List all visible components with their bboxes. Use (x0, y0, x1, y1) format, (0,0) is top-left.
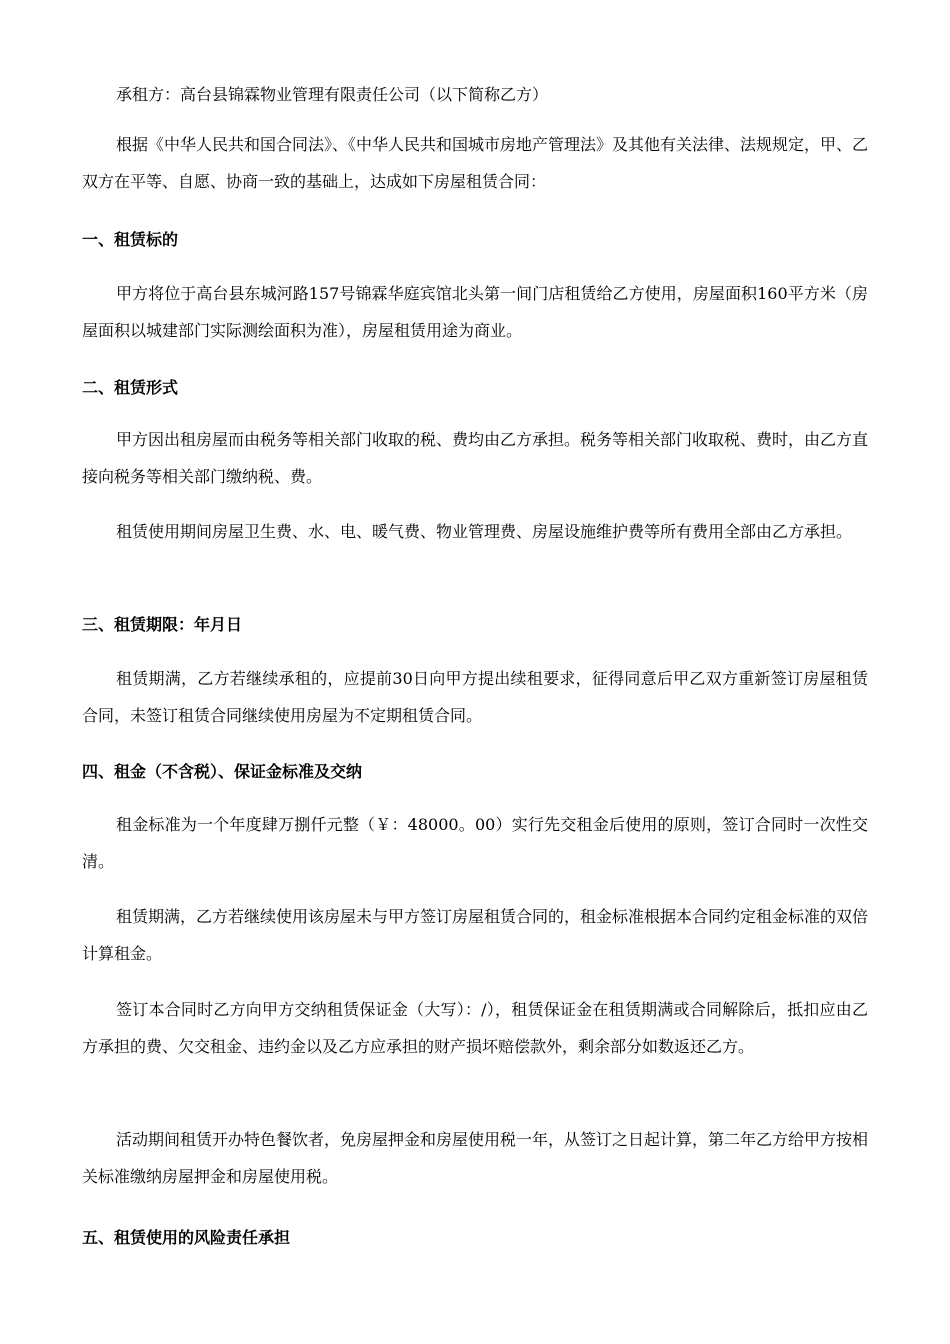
section-2-paragraph-1: 甲方因出租房屋而由税务等相关部门收取的税、费均由乙方承担。税务等相关部门收取税、费时，由乙方直接向税务等相关部门缴纳税、费。 (82, 430, 869, 486)
section-4-heading: 四、租金（不含税）、保证金标准及交纳 (82, 762, 363, 781)
section-2-heading: 二、租赁形式 (82, 378, 179, 397)
section-3-paragraph-1: 租赁期满，乙方若继续承租的，应提前30日向甲方提出续租要求，征得同意后甲乙双方重新签订房屋租赁合同，未签订租赁合同继续使用房屋为不定期租赁合同。 (82, 669, 868, 725)
section-4-paragraph-2: 租赁期满，乙方若继续使用该房屋未与甲方签订房屋租赁合同的，租金标准根据本合同约定租金标准的双倍计算租金。 (82, 907, 869, 963)
section-5-heading: 五、租赁使用的风险责任承担 (82, 1228, 291, 1247)
section-4-paragraph-4: 活动期间租赁开办特色餐饮者，免房屋押金和房屋使用税一年，从签订之日起计算，第二年乙方给甲方按相关标准缴纳房屋押金和房屋使用税。 (82, 1130, 869, 1186)
intro-paragraph: 根据《中华人民共和国合同法》、《中华人民共和国城市房地产管理法》及其他有关法律、法规规定，甲、乙双方在平等、自愿、协商一致的基础上，达成如下房屋租赁合同： (82, 135, 869, 191)
section-1-paragraph-1: 甲方将位于高台县东城河路157号锦霖华庭宾馆北头第一间门店租赁给乙方使用，房屋面积160平方米（房屋面积以城建部门实际测绘面积为准），房屋租赁用途为商业。 (82, 284, 868, 340)
section-2-paragraph-2: 租赁使用期间房屋卫生费、水、电、暖气费、物业管理费、房屋设施维护费等所有费用全部由乙方承担。 (116, 522, 853, 541)
section-1-heading: 一、租赁标的 (82, 230, 179, 249)
section-3-heading: 三、租赁期限：年月日 (82, 615, 243, 634)
lessee-line: 承租方：高台县锦霖物业管理有限责任公司（以下简称乙方） (116, 85, 549, 104)
section-4-paragraph-3: 签订本合同时乙方向甲方交纳租赁保证金（大写）：/），租赁保证金在租赁期满或合同解除后，抵扣应由乙方承担的费、欠交租金、违约金以及乙方应承担的财产损坏赔偿款外，剩余部分如数返还乙方。 (82, 1000, 868, 1056)
section-4-paragraph-1: 租金标准为一个年度肆万捌仟元整（￥：48000。00）实行先交租金后使用的原则，签订合同时一次性交清。 (82, 815, 868, 871)
